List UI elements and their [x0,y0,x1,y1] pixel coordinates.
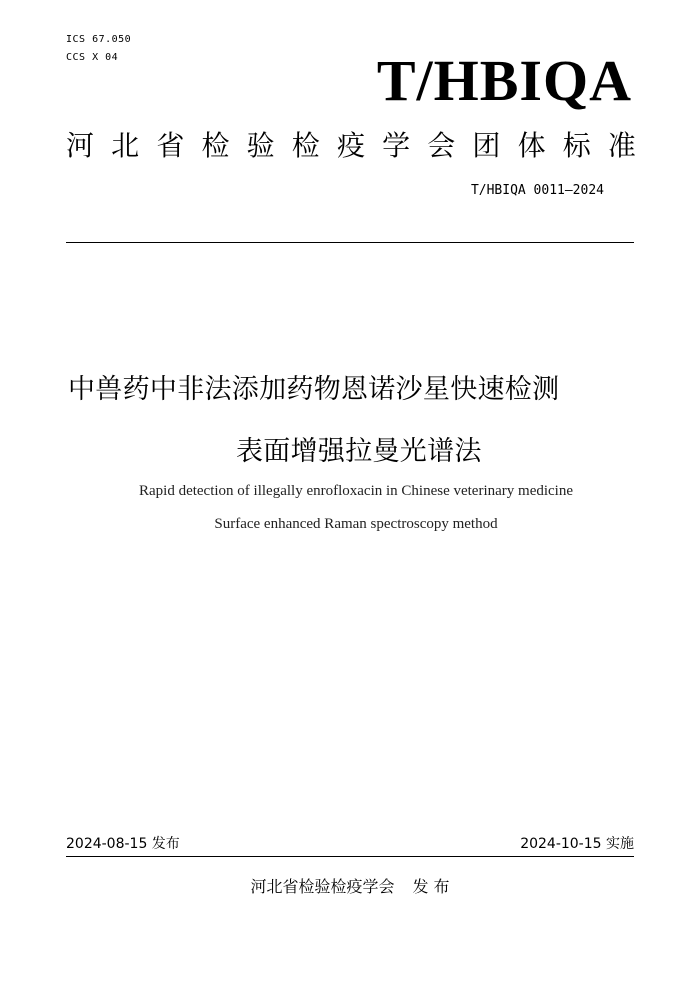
org-title-char: 团 [472,129,501,162]
header-divider [66,242,634,243]
publisher-line [0,876,700,898]
footer-divider [66,856,634,857]
org-title-char: 验 [246,129,275,162]
org-title-char: 准 [607,129,636,162]
org-title-char: 北 [111,129,140,162]
org-title-char: 会 [427,129,456,162]
date-row [66,834,634,854]
english-title-line-1: Rapid detection of illegally enrofloxacin in Chinese veterinary medicine [138,483,574,499]
chinese-title-line-1: 中兽药中非法添加药物恩诺沙星快速检测 [68,374,560,405]
org-title-char: 省 [156,129,185,162]
org-title-char: 检 [201,129,230,162]
org-title-char: 标 [562,129,591,162]
chinese-title-line-2: 表面增强拉曼光谱法 [236,436,482,467]
issue-date: 2024-08-15 发布 [66,836,180,852]
org-title-char: 检 [291,129,320,162]
ccs-code: CCS X 04 [66,52,119,63]
standard-brand-logo: T/HBIQA [376,48,632,113]
org-title-char: 疫 [336,129,365,162]
implementation-date: 2024-10-15 实施 [520,836,634,852]
ics-code: ICS 67.050 [66,34,132,45]
standard-number: T/HBIQA 0011—2024 [470,183,604,198]
org-title-char: 河 [66,129,95,162]
english-title-line-2: Surface enhanced Raman spectroscopy method [214,516,498,532]
org-title-char: 体 [517,129,546,162]
publisher-name: 河北省检验检疫学会 [250,877,395,896]
publisher-action: 发 布 [412,877,450,896]
org-title-char: 学 [382,129,411,162]
organization-standard-title [66,126,636,166]
